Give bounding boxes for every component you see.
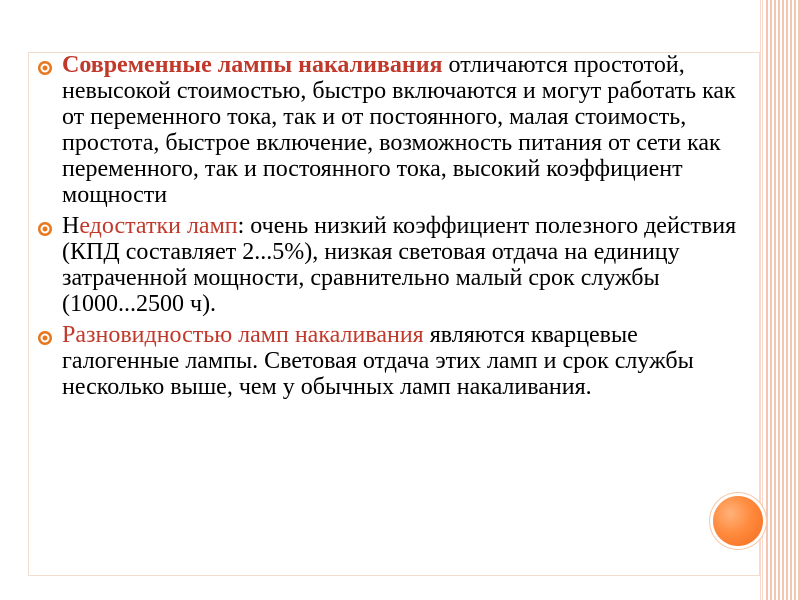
orange-dot-bullet-icon	[36, 220, 54, 238]
bullet-3-text: являются кварцевые галогенные лампы. Световая отдача этих ламп и срок службы несколько выше, чем у обычных ламп накаливания.	[62, 322, 694, 400]
bullet-item-3	[34, 322, 754, 400]
bullet-item-2	[34, 213, 754, 317]
orange-dot-bullet-icon	[36, 329, 54, 347]
decorative-orange-circle	[713, 496, 763, 546]
bullet-2-first-letter: Н	[62, 213, 80, 239]
bullet-3-heading: Разновидностью ламп накаливания	[62, 322, 424, 348]
bullet-1-text: отличаются простотой, невысокой стоимостью, быстро включаются и могут работать как от переменного тока, так и от постоянного, малая стоимость, простота, быстрое включение, возможность питания от сети как переменного, так и постоянного тока, высокий коэффициент мощности	[62, 52, 736, 208]
orange-dot-bullet-icon	[36, 59, 54, 77]
slide-content	[34, 52, 754, 405]
decorative-stripes	[764, 0, 800, 600]
bullet-item-1	[34, 52, 754, 208]
bullet-2-text: : очень низкий коэффициент полезного действия (КПД составляет 2...5%), низкая световая отдача на единицу затраченной мощности, сравнительно малый срок службы (1000...2500 ч).	[62, 213, 737, 317]
bullet-1-heading: Современные лампы накаливания	[62, 52, 443, 78]
bullet-2-heading: едостатки ламп	[79, 213, 238, 239]
